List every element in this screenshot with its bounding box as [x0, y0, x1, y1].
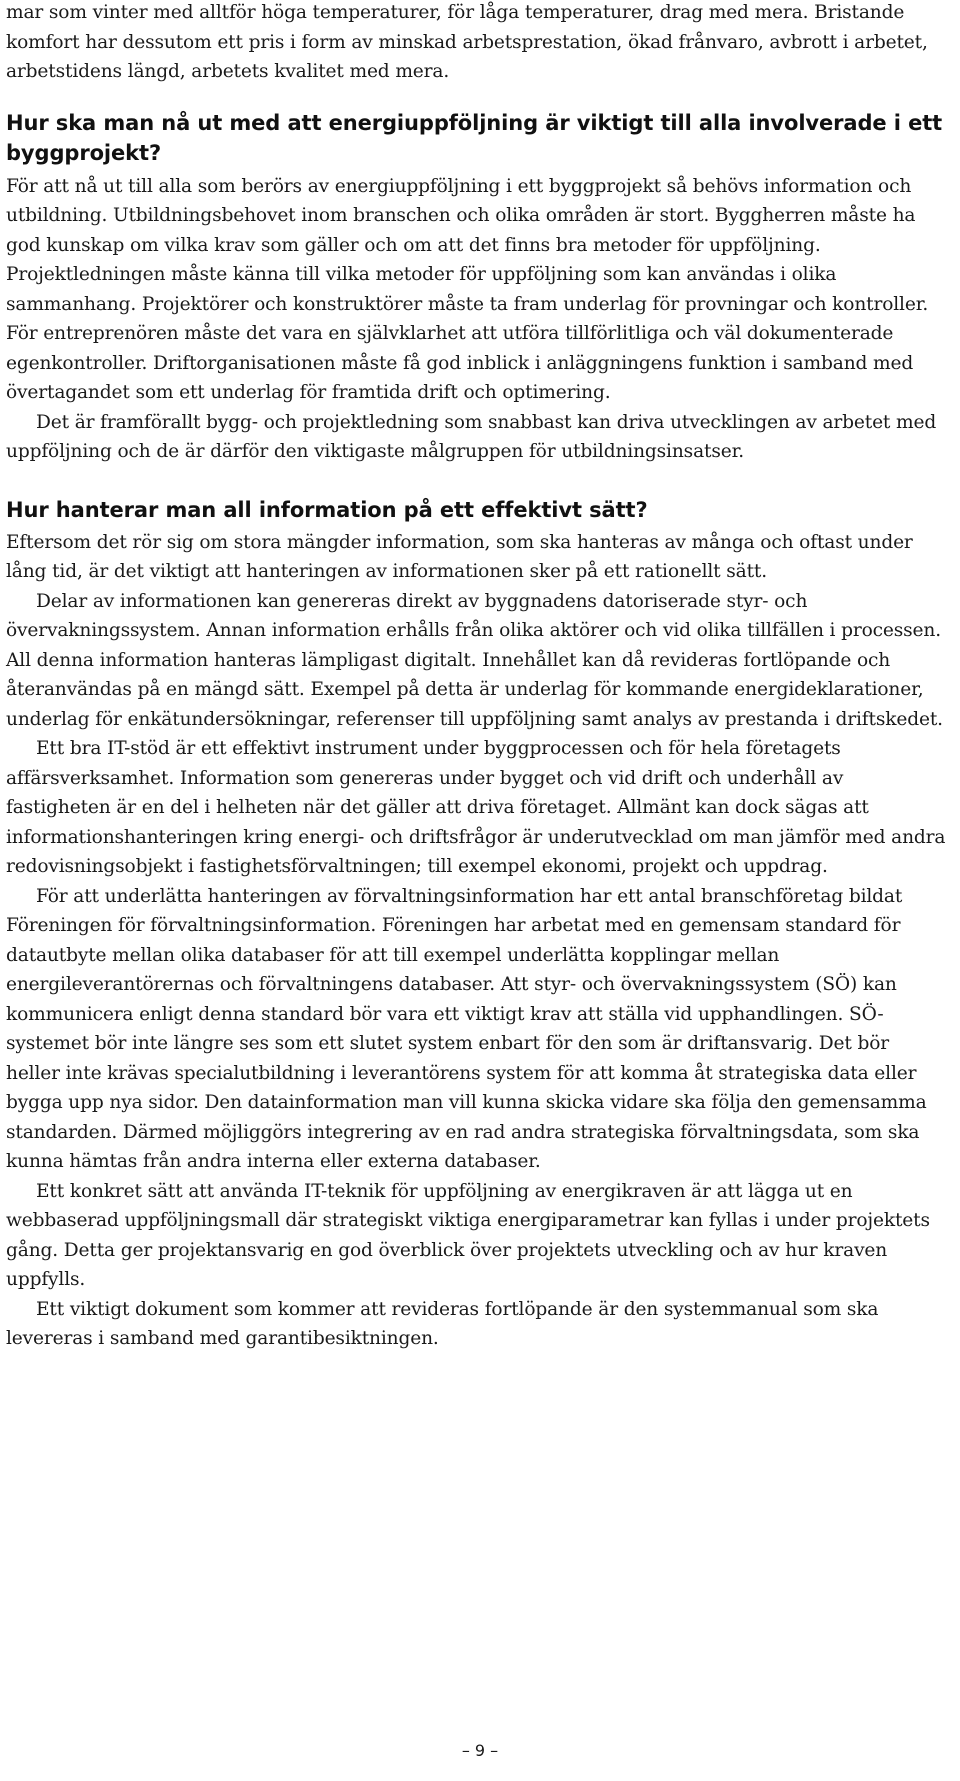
- section2-paragraph: För att underlätta hanteringen av förvaltningsinformation har ett antal branschföretag bildat Föreningen för förvaltningsinformation. Föreningen har arbetat med en gemensam standard för datautbyte mellan olika databaser för att till exempel underlätta kopplingar mellan energileverantörernas och förvaltningens databaser. Att styr- och övervakningssystem (SÖ) kan kommunicera enligt denna standard bör vara ett viktigt krav att ställa vid upphandlingen. SÖ-systemet bör inte längre ses som ett slutet system enbart för den som är driftansvarig. Det bör heller inte krävas specialutbildning i leverantörens system för att komma åt strategiska data eller bygga upp nya sidor. Den datainformation man vill kunna skicka vidare ska följa den gemensamma standarden. Därmed möjliggörs integrering av en rad andra strategiska förvaltningsdata, som ska kunna hämtas från andra interna eller externa databaser.: [6, 885, 927, 1172]
- section1-paragraph: Det är framförallt bygg- och projektledning som snabbast kan driva utvecklingen av arbetet med uppföljning och de är därför den viktigaste målgruppen för utbildningsinsatser.: [6, 411, 937, 462]
- section-heading-energy-followup: Hur ska man nå ut med att energiuppföljning är viktigt till alla involverade i ett byggprojekt?: [6, 110, 943, 165]
- section2-paragraph: Ett viktigt dokument som kommer att revideras fortlöpande är den systemmanual som ska levereras i samband med garantibesiktningen.: [6, 1298, 879, 1349]
- section2-paragraph: Eftersom det rör sig om stora mängder information, som ska hanteras av många och oftast under lång tid, är det viktigt att hanteringen av informationen sker på ett rationellt sätt.: [6, 531, 913, 582]
- section-heading-information-handling: Hur hanterar man all information på ett effektivt sätt?: [6, 497, 648, 522]
- page-number: – 9 –: [461, 1741, 499, 1760]
- section2-paragraph: Ett bra IT-stöd är ett effektivt instrument under byggprocessen och för hela företagets affärsverksamhet. Information som genereras under bygget och vid drift och underhåll av fastigheten är en del i helheten när det gäller att driva företaget. Allmänt kan dock sägas att informationshanteringen kring energi- och driftsfrågor är underutvecklad om man jämför med andra redovisningsobjekt i fastighetsförvaltningen; till exempel ekonomi, projekt och uppdrag.: [6, 738, 946, 877]
- intro-paragraph: mar som vinter med alltför höga temperaturer, för låga temperaturer, drag med mera. Bristande komfort har dessutom ett pris i form av minskad arbetsprestation, ökad frånvaro, avbrott i arbetet, arbetstidens längd, arbetets kvalitet med mera.: [6, 2, 928, 82]
- section2-paragraph: Ett konkret sätt att använda IT-teknik för uppföljning av energikraven är att lägga ut en webbaserad uppföljningsmall där strategiskt viktiga energiparametrar kan fyllas i under projektets gång. Detta ger projektansvarig en god överblick över projektets utveckling och av hur kraven uppfylls.: [6, 1180, 930, 1290]
- section1-paragraph: För att nå ut till alla som berörs av energiuppföljning i ett byggprojekt så behövs information och utbildning. Utbildningsbehovet inom branschen och olika områden är stort. Byggherren måste ha god kunskap om vilka krav som gäller och om att det finns bra metoder för uppföljning. Projektledningen måste känna till vilka metoder för uppföljning som kan användas i olika sammanhang. Projektörer och konstruktörer måste ta fram underlag för provningar och kontroller. För entreprenören måste det vara en självklarhet att utföra tillförlitliga och väl dokumenterade egenkontroller. Driftorganisationen måste få god inblick i anläggningens funktion i samband med övertagandet som ett underlag för framtida drift och optimering.: [6, 175, 929, 403]
- section2-paragraph: Delar av informationen kan genereras direkt av byggnadens datoriserade styr- och övervakningssystem. Annan information erhålls från olika aktörer och vid olika tillfällen i processen. All denna information hanteras lämpligast digitalt. Innehållet kan då revideras fortlöpande och återanvändas på en mängd sätt. Exempel på detta är underlag för kommande energideklarationer, underlag för enkätundersökningar, referenser till uppföljning samt analys av prestanda i driftskedet.: [6, 590, 943, 730]
